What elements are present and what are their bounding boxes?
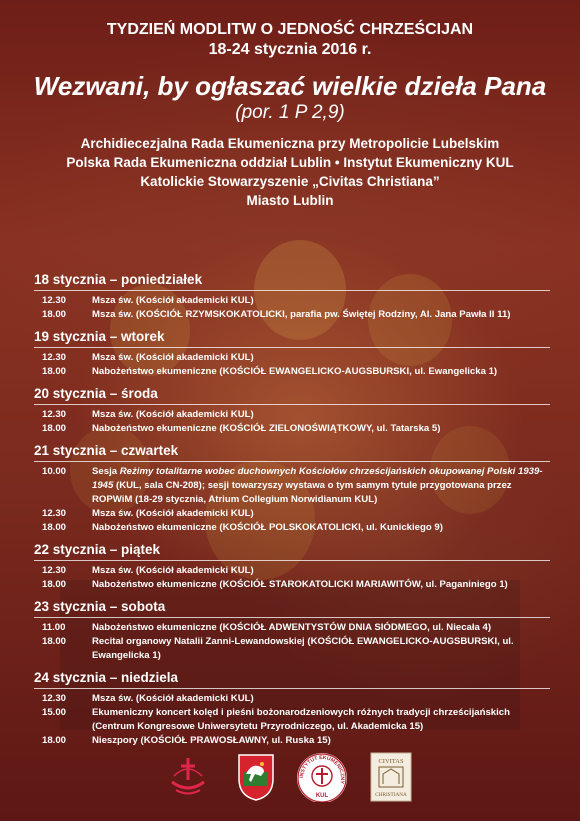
- day-title: 18 stycznia – poniedziałek: [34, 272, 203, 287]
- poster-header: [0, 20, 580, 210]
- event-time: 12.30: [42, 693, 67, 704]
- event-time: 18.00: [42, 579, 67, 590]
- divider: [34, 688, 550, 689]
- schedule-item: [34, 465, 554, 507]
- event-description: Recital organowy Natalii Zanni-Lewandowskiej (KOŚCIÓŁ EWANGELICKO-AUGSBURSKI, ul. Ewangelicka 1): [92, 636, 514, 661]
- day-title: 19 stycznia – wtorek: [34, 329, 165, 344]
- event-description: Msza św. (Kościół akademicki KUL): [92, 295, 254, 306]
- divider: [34, 617, 550, 618]
- event-description: [92, 465, 554, 507]
- event-description: Nabożeństwo ekumeniczne (KOŚCIÓŁ ADWENTYSTÓW DNIA SIÓDMEGO, ul. Niecała 4): [92, 622, 492, 633]
- civitas-top-text: CIVITAS: [378, 758, 404, 765]
- divider: [34, 461, 550, 462]
- schedule-item: [34, 408, 554, 422]
- schedule-item: [34, 621, 554, 635]
- schedule: [34, 271, 554, 748]
- day-title: 20 stycznia – środa: [34, 386, 158, 401]
- desc-suffix: (KUL, sala CN-208); sesji towarzyszy wystawa o tym samym tytule przygotowana przez ROPWiM (18-29 stycznia, Atrium Collegium Norwidianum KUL): [92, 480, 512, 505]
- event-time: 12.30: [42, 508, 67, 519]
- day-title: 24 stycznia – niedziela: [34, 670, 179, 685]
- divider: [34, 347, 550, 348]
- divider: [34, 290, 550, 291]
- event-description: Ekumeniczny koncert kolęd i pieśni bożonarodzeniowych różnych tradycji chrześcijańskich (Centrum Kongresowe Uniwersytetu Przyrodniczego, ul. Akademicka 15): [92, 707, 510, 732]
- event-title: TYDZIEŃ MODLITW O JEDNOŚĆ CHRZEŚCIJAN: [106, 21, 474, 38]
- ecumenical-boat-logo: [168, 752, 208, 802]
- event-time: 10.00: [42, 466, 67, 477]
- event-time: 18.00: [42, 522, 67, 533]
- event-time: 12.30: [42, 409, 67, 420]
- day-title: 21 stycznia – czwartek: [34, 443, 179, 458]
- event-description: Nieszpory (KOŚCIÓŁ PRAWOSŁAWNY, ul. Ruska 15): [92, 735, 331, 746]
- schedule-item: [34, 521, 554, 535]
- civitas-bottom-text: CHRISTIANA: [375, 792, 407, 798]
- schedule-item: [34, 578, 554, 592]
- organizer-line: Miasto Lublin: [246, 193, 334, 208]
- event-time: 18.00: [42, 423, 67, 434]
- event-description: Msza św. (Kościół akademicki KUL): [92, 693, 254, 704]
- event-description: Msza św. (Kościół akademicki KUL): [92, 409, 254, 420]
- lublin-coat-of-arms-logo: [236, 752, 276, 802]
- schedule-item: [34, 692, 554, 706]
- day-title: 22 stycznia – piątek: [34, 542, 161, 557]
- schedule-item: [34, 308, 554, 322]
- session-title: Reżimy totalitarne wobec duchownych Kościołów chrześcijańskich okupowanej Polski 1939-1945: [92, 466, 543, 491]
- event-time: 15.00: [42, 707, 67, 718]
- schedule-item: [34, 564, 554, 578]
- event-time: 18.00: [42, 735, 67, 746]
- event-time: 12.30: [42, 352, 67, 363]
- event-description: Nabożeństwo ekumeniczne (KOŚCIÓŁ ZIELONOŚWIĄTKOWY, ul. Tatarska 5): [92, 423, 441, 434]
- event-description: Msza św. (Kościół akademicki KUL): [92, 352, 254, 363]
- institute-ring-text: INSTYTUT EKUMENICZNY: [298, 754, 346, 785]
- event-description: Msza św. (KOŚCIÓŁ RZYMSKOKATOLICKI, parafia pw. Świętej Rodziny, Al. Jana Pawła II 11): [92, 309, 511, 320]
- schedule-item: [34, 706, 554, 734]
- event-description: Nabożeństwo ekumeniczne (KOŚCIÓŁ POLSKOKATOLICKI, ul. Kunickiego 9): [92, 522, 443, 533]
- divider: [34, 404, 550, 405]
- event-time: 18.00: [42, 309, 67, 320]
- schedule-item: [34, 351, 554, 365]
- motto-reference: (por. 1 P 2,9): [235, 102, 345, 123]
- organizers: [0, 134, 580, 210]
- event-description: Nabożeństwo ekumeniczne (KOŚCIÓŁ STAROKATOLICKI MARIAWITÓW, ul. Paganiniego 1): [92, 579, 508, 590]
- day-title: 23 stycznia – sobota: [34, 599, 166, 614]
- schedule-item: [34, 422, 554, 436]
- event-time: 18.00: [42, 636, 67, 647]
- desc-prefix: Sesja: [92, 466, 120, 477]
- event-time: 12.30: [42, 295, 67, 306]
- schedule-item: [34, 507, 554, 521]
- organizer-line: Polska Rada Ekumeniczna oddział Lublin • Instytut Ekumeniczny KUL: [66, 155, 514, 170]
- organizer-line: Katolickie Stowarzyszenie „Civitas Christiana”: [140, 174, 440, 189]
- event-description: Msza św. (Kościół akademicki KUL): [92, 565, 254, 576]
- instytut-ekumeniczny-kul-logo: [296, 752, 348, 802]
- event-time: 12.30: [42, 565, 67, 576]
- schedule-item: [34, 294, 554, 308]
- logo-row: [0, 752, 580, 806]
- schedule-item: [34, 365, 554, 379]
- event-time: 18.00: [42, 366, 67, 377]
- event-dates: 18-24 stycznia 2016 r.: [208, 41, 372, 58]
- divider: [34, 560, 550, 561]
- schedule-item: [34, 734, 554, 748]
- schedule-item: [34, 635, 554, 663]
- event-description: Msza św. (Kościół akademicki KUL): [92, 508, 254, 519]
- civitas-christiana-logo: [370, 752, 412, 802]
- event-time: 11.00: [42, 622, 66, 633]
- event-description: Nabożeństwo ekumeniczne (KOŚCIÓŁ EWANGELICKO-AUGSBURSKI, ul. Ewangelicka 1): [92, 366, 498, 377]
- institute-kul-text: KUL: [315, 793, 329, 799]
- motto: Wezwani, by ogłaszać wielkie dzieła Pana: [33, 71, 547, 101]
- organizer-line: Archidiecezjalna Rada Ekumeniczna przy Metropolicie Lubelskim: [80, 136, 500, 151]
